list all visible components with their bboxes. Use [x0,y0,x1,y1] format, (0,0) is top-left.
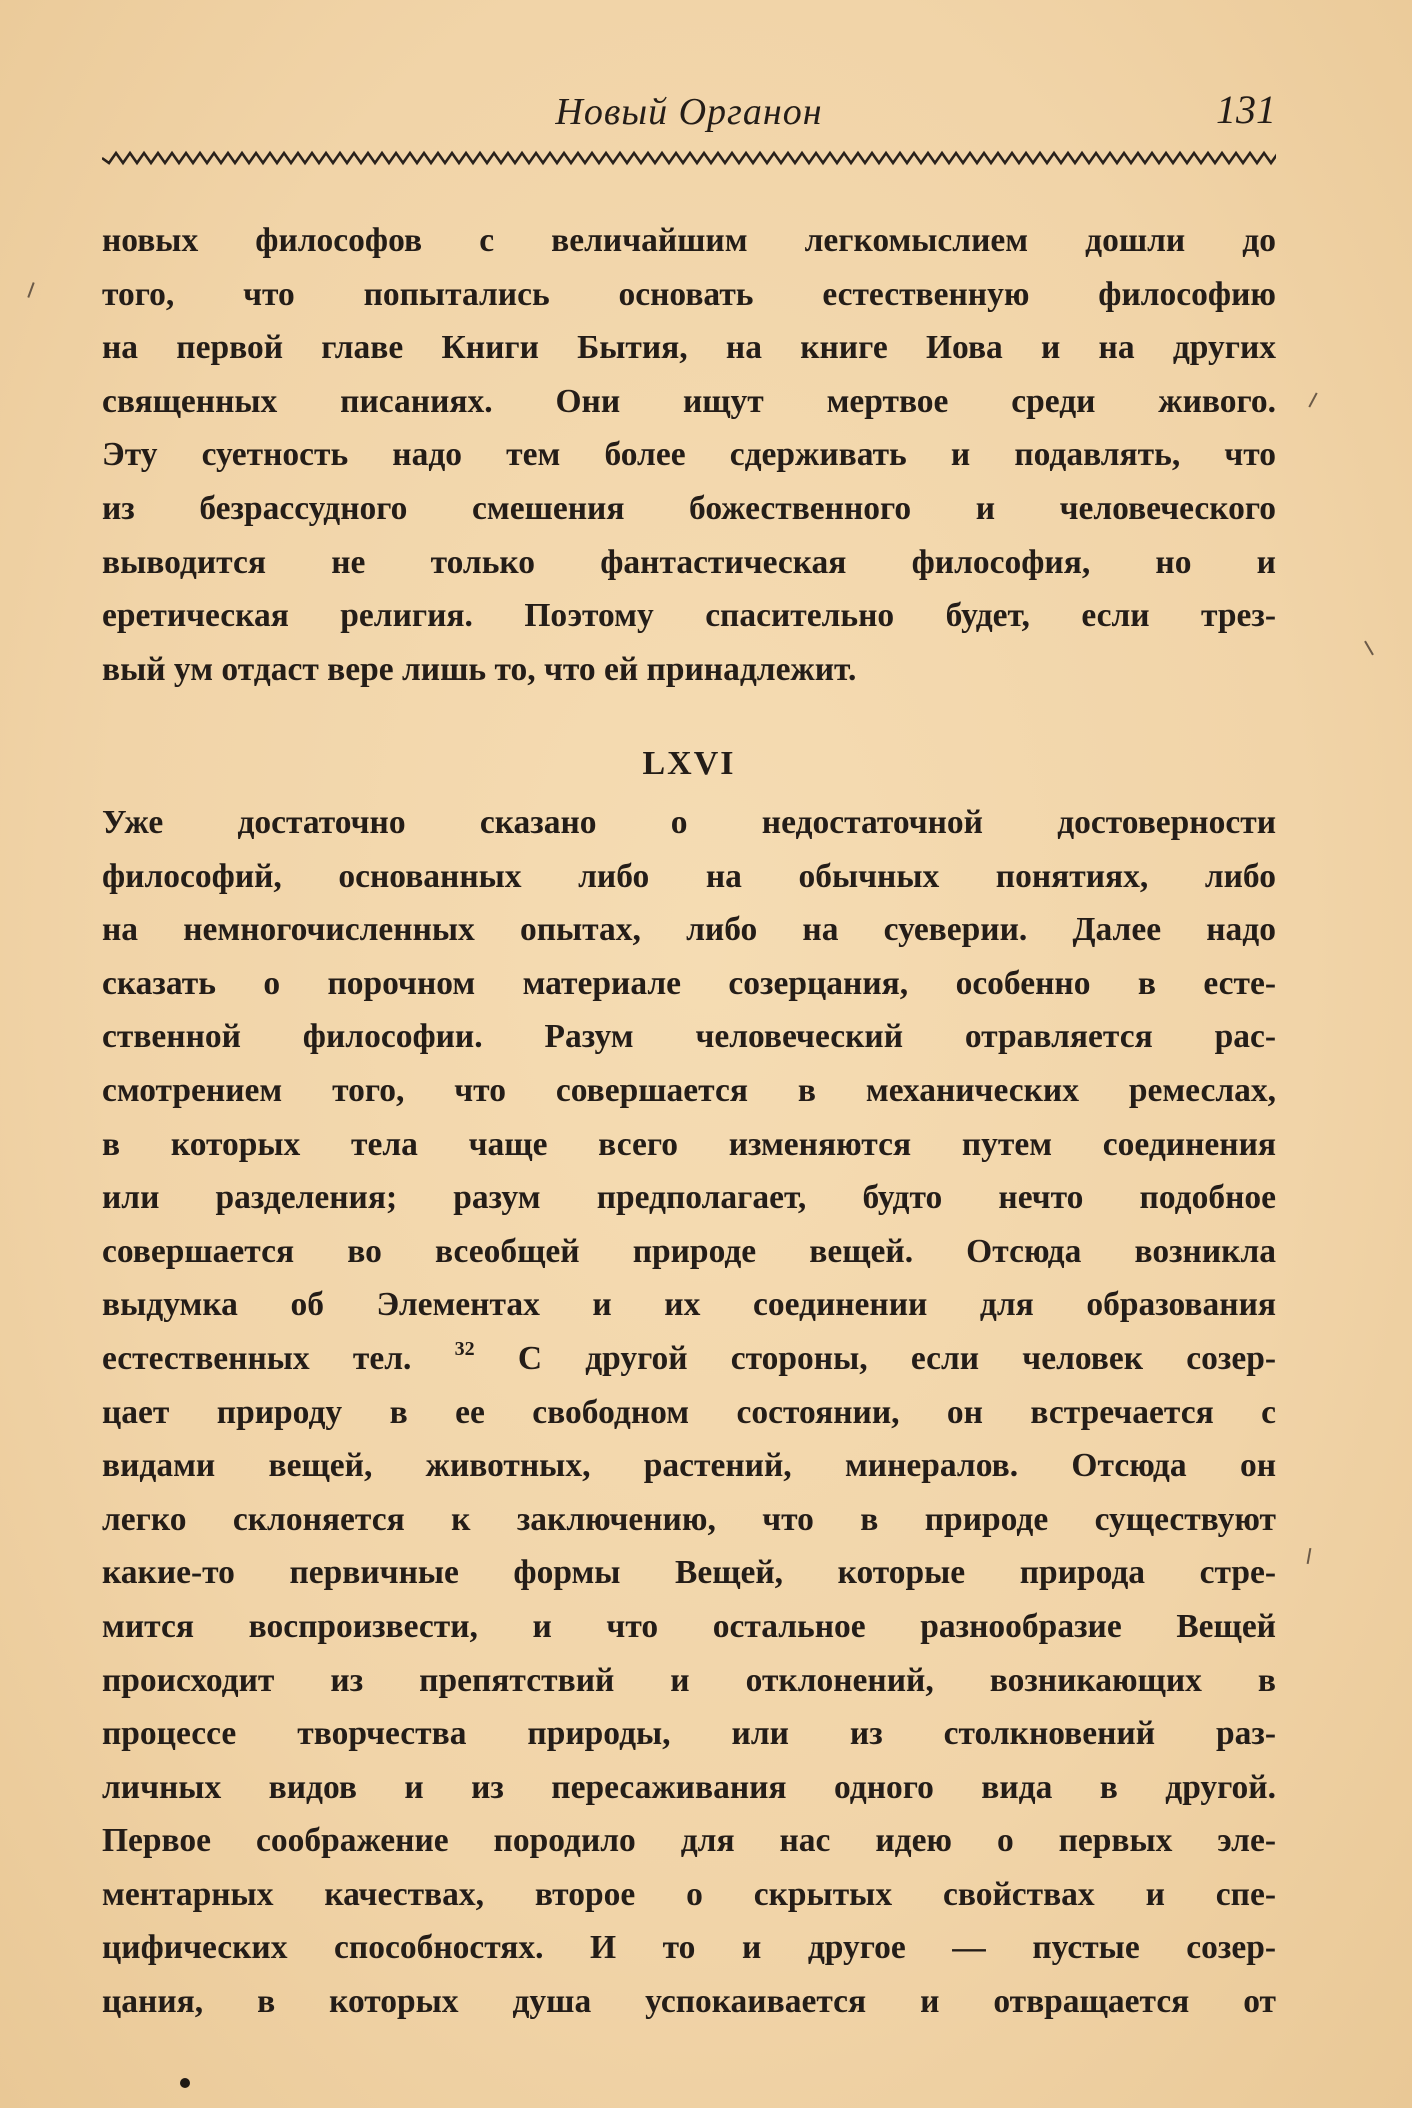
text-segment: С другой стороны, если человек созер- [517,1339,1276,1377]
text-line: видами вещей, животных, растений, минералов. Отсюда он [102,1447,1276,1485]
text-line: или разделения; разум предполагает, будто нечто подобное [102,1179,1276,1217]
text-line: Эту суетность надо тем более сдерживать и подавлять, что [102,436,1276,474]
text-line-with-footnote [102,1332,1276,1386]
text-line: легко склоняется к заключению, что в природе существуют [102,1500,1276,1538]
text-line: цифических способностях. И то и другое — пустые созер- [102,1929,1276,1967]
text-line: еретическая религия. Поэтому спасительно будет, если трез- [102,597,1276,635]
margin-mark [1364,641,1374,656]
margin-mark [1308,392,1317,407]
printer-mark [180,2078,190,2088]
paragraph-continued [102,214,1276,696]
text-line: процессе творчества природы, или из столкновений раз- [102,1715,1276,1753]
text-line: на первой главе Книги Бытия, на книге Иова и на других [102,329,1276,367]
text-line: в которых тела чаще всего изменяются путем соединения [102,1125,1276,1163]
text-line: того, что попытались основать естественную философию [102,275,1276,313]
text-line: новых философов с величайшим легкомыслием дошли до [102,222,1276,259]
text-line: личных видов и из пересаживания одного вида в другой. [102,1768,1276,1806]
margin-mark [1307,1548,1312,1564]
decorative-wavy-rule [102,150,1276,166]
text-line: вый ум отдаст вере лишь то, что ей принадлежит. [102,650,857,688]
paragraph-lxvi [102,796,1276,2029]
text-segment: естественных тел. [102,1339,412,1377]
text-line: какие-то первичные формы Вещей, которые природа стре- [102,1554,1276,1592]
text-line: на немногочисленных опытах, либо на суеверии. Далее надо [102,911,1276,949]
footnote-reference[interactable]: 32 [454,1337,475,1360]
text-line: выводится не только фантастическая философия, но и [102,543,1276,581]
text-line: философий, основанных либо на обычных понятиях, либо [102,857,1276,895]
running-head-title: Новый Органон [555,91,823,133]
text-line: совершается во всеобщей природе вещей. Отсюда возникла [102,1232,1276,1270]
running-head [102,87,1276,150]
page-number: 131 [1216,87,1276,132]
text-line: Уже достаточно сказано о недостаточной достоверности [102,804,1276,841]
text-line: из безрассудного смешения божественного и человеческого [102,489,1276,527]
text-line: происходит из препятствий и отклонений, возникающих в [102,1661,1276,1699]
text-line: выдумка об Элементах и их соединении для образования [102,1286,1276,1324]
text-line: священных писаниях. Они ищут мертвое среди живого. [102,382,1276,420]
text-line: сказать о порочном материале созерцания, особенно в есте- [102,964,1276,1002]
text-line: Первое соображение породило для нас идею о первых эле- [102,1822,1276,1860]
text-line: цания, в которых душа успокаивается и отвращается от [102,1983,1276,2021]
text-line: ментарных качествах, второе о скрытых свойствах и спе- [102,1875,1276,1913]
text-line: мится воспроизвести, и что остальное разнообразие Вещей [102,1607,1276,1645]
text-line: цает природу в ее свободном состоянии, он встречается с [102,1393,1276,1431]
text-line: ственной философии. Разум человеческий отравляется рас- [102,1018,1276,1056]
text-line: смотрением того, что совершается в механических ремеслах, [102,1071,1276,1109]
margin-mark [27,282,34,298]
section-number: LXVI [642,745,736,782]
